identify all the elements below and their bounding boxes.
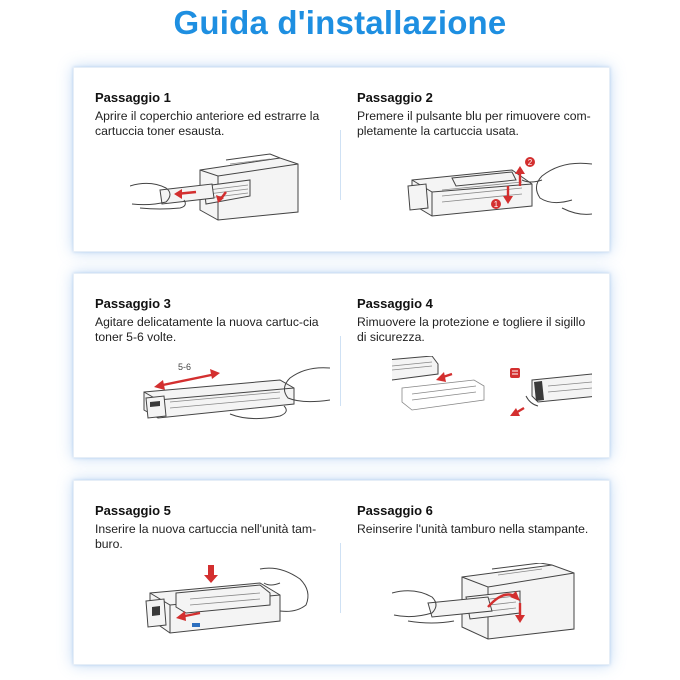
column-divider bbox=[340, 336, 341, 406]
step-card-row-2 bbox=[73, 273, 610, 458]
marker-1: 1 bbox=[493, 200, 499, 209]
step-text: Inserire la nuova cartuccia nell'unità tam-buro. bbox=[95, 522, 317, 551]
step-text: Premere il pulsante blu per rimuovere com-pletamente la cartuccia usata. bbox=[357, 109, 591, 138]
step-6 bbox=[357, 481, 612, 664]
step-title: Passaggio 6 bbox=[357, 503, 433, 518]
step-title: Passaggio 2 bbox=[357, 90, 433, 105]
step-text: Rimuovere la protezione e togliere il sigillo di sicurezza. bbox=[357, 315, 586, 344]
step-title: Passaggio 5 bbox=[95, 503, 171, 518]
step-title: Passaggio 4 bbox=[357, 296, 433, 311]
step-1 bbox=[95, 68, 350, 251]
marker-2: 2 bbox=[527, 158, 533, 167]
step-2 bbox=[357, 68, 612, 251]
remove-protection-seal-illustration bbox=[392, 356, 592, 446]
step-title: Passaggio 1 bbox=[95, 90, 171, 105]
step-card-row-3 bbox=[73, 480, 610, 665]
step-title: Passaggio 3 bbox=[95, 296, 171, 311]
step-card-row-1 bbox=[73, 67, 610, 252]
shake-count-label: 5-6 bbox=[178, 362, 192, 372]
page-title: Guida d'installazione bbox=[173, 4, 507, 41]
insert-cartridge-drum-illustration bbox=[130, 563, 330, 653]
printer-open-remove-cartridge-illustration bbox=[130, 150, 330, 240]
step-text: Aprire il coperchio anteriore ed estrarre la cartuccia toner esausta. bbox=[95, 109, 320, 138]
step-text: Agitare delicatamente la nuova cartuc-cia toner 5-6 volte. bbox=[95, 315, 319, 344]
step-text: Reinserire l'unità tamburo nella stampante. bbox=[357, 522, 589, 536]
reinsert-drum-printer-illustration bbox=[392, 563, 592, 653]
shake-toner-illustration bbox=[130, 356, 330, 446]
column-divider bbox=[340, 130, 341, 200]
drum-unit-blue-button-illustration bbox=[392, 150, 592, 240]
step-4 bbox=[357, 274, 612, 457]
step-3 bbox=[95, 274, 350, 457]
step-5 bbox=[95, 481, 350, 664]
column-divider bbox=[340, 543, 341, 613]
